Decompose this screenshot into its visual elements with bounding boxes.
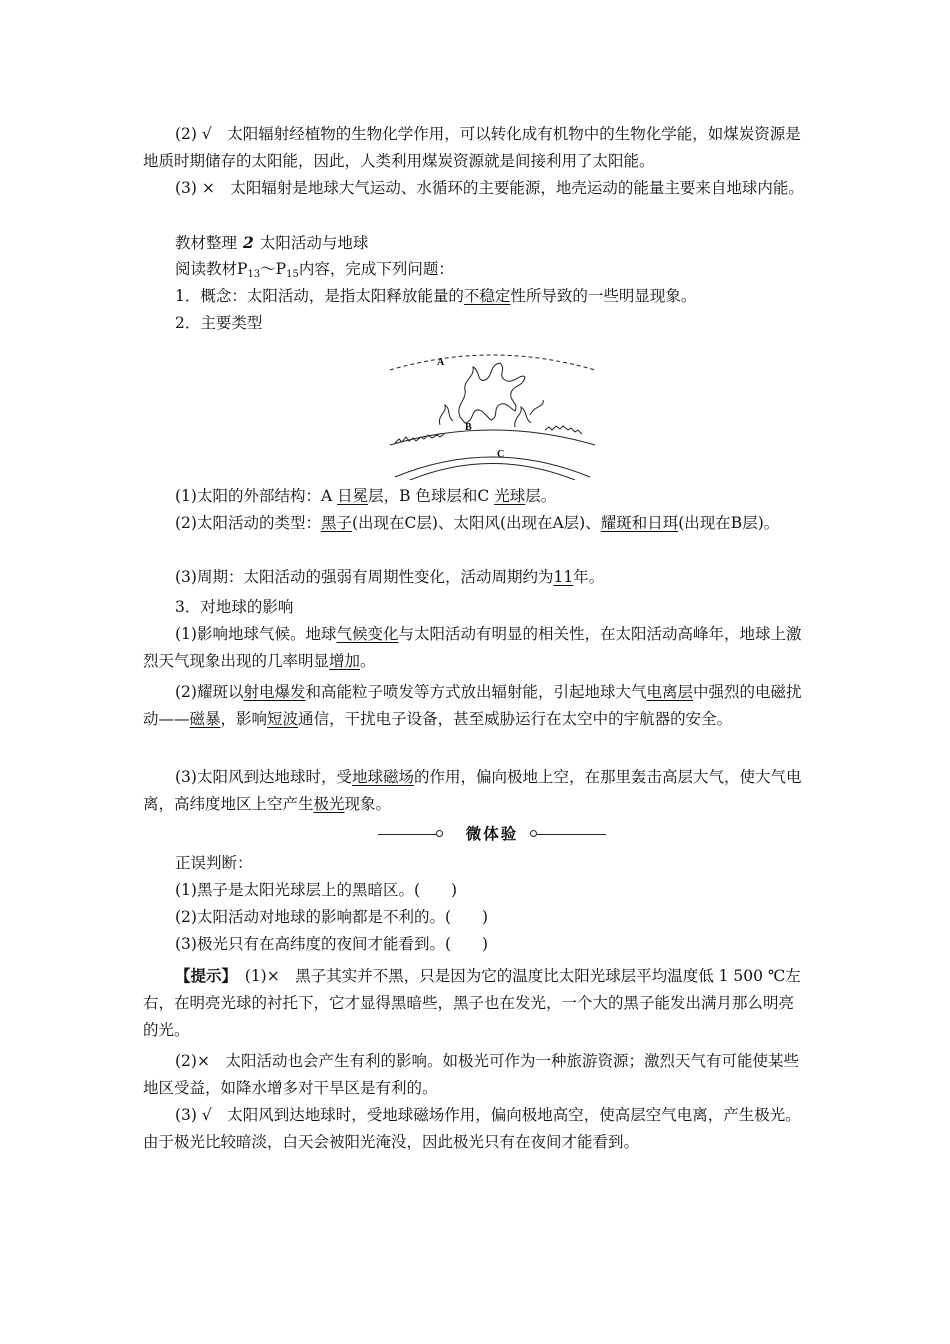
influence-1-text-b: 与太阳活动有明显的相关性，在太阳活动高峰年，地球上激烈天气现象出现的几率明显 [143, 625, 802, 670]
hint-1-text: (1)× 黑子其实并不黑，只是因为它的温度比太阳光球层平均温度低 1 500 ℃左右，在明亮光球的衬托下，它才显得黑暗些，黑子也在发光，一个大的黑子能发出满月那么明亮的光。 [143, 967, 801, 1039]
influence-3-paragraph [143, 764, 809, 818]
reading-text-c: 内容，完成下列问题： [298, 260, 454, 278]
answer-3-text: (3) × 太阳辐射是地球大气运动、水循环的主要能源，地壳运动的能量主要来自地球内能。 [175, 179, 804, 197]
influence-2-answer-shortwave: 短波 [267, 710, 299, 728]
type-1-text-a: (1)太阳的外部结构：A [175, 487, 338, 505]
influence-2-answer-radio: 射电爆发 [243, 683, 306, 701]
hint-2-text: (2)× 太阳活动也会产生有利的影响。如极光可作为一种旅游资源；激烈天气有可能使某些地区受益，如降水增多对干旱区是有利的。 [143, 1052, 799, 1097]
type-1-text-b: 层，B 色球层和C [368, 487, 495, 505]
reading-text-b: ～P [260, 260, 287, 278]
label-c: C [497, 449, 505, 460]
photosphere-arc-inner [410, 464, 575, 481]
type-1-paragraph [143, 483, 809, 510]
influence-3-text-b: 的作用，偏向极地上空，在那里轰击高层大气，使大气电离，高纬度地区上空产生 [143, 768, 802, 813]
label-b: B [465, 422, 472, 433]
concept-text-a: 1．概念：太阳活动，是指太阳释放能量的 [175, 287, 464, 305]
quiz-intro [143, 850, 809, 877]
type-3-paragraph [143, 564, 809, 591]
concept-answer: 不稳定 [463, 287, 511, 305]
type-1-text-c: 层。 [525, 487, 557, 505]
influence-2-paragraph [143, 679, 809, 733]
answer-3-paragraph [143, 175, 809, 202]
influence-2-text-a: (2)耀斑以 [175, 683, 244, 701]
answer-2-paragraph [143, 121, 809, 175]
quiz-item-2-text: (2)太阳活动对地球的影响都是不利的。( ) [175, 908, 489, 926]
type-2-answer-sunspot: 黑子 [320, 514, 352, 532]
influence-3-text-c: 现象。 [344, 795, 392, 813]
quiz-item-3 [143, 931, 809, 958]
heading-number: 2 [243, 233, 254, 252]
influence-1-text-a: (1)影响地球气候。地球 [175, 625, 337, 643]
influence-1-answer-increase: 增加 [329, 652, 361, 670]
influence-2-answer-ionosphere: 电离层 [646, 683, 694, 701]
reading-text-a: 阅读教材P [175, 260, 248, 278]
hint-2-paragraph [143, 1048, 809, 1102]
chromosphere-spicules [395, 426, 582, 443]
concept-paragraph [143, 283, 809, 310]
type-3-text-a: (3)周期：太阳活动的强弱有周期性变化，活动周期约为 [175, 568, 554, 586]
prominence-shape [459, 363, 525, 423]
influence-2-text-c: 中强烈的电磁扰动—— [143, 683, 802, 728]
type-3-answer-period: 11 [553, 568, 574, 586]
type-2-text-b: (出现在C层)、太阳风(出现在A层)、 [351, 514, 601, 532]
type-2-text-c: (出现在B层)。 [678, 514, 780, 532]
influence-title [143, 594, 809, 621]
heading-title: 太阳活动与地球 [259, 234, 369, 252]
type-2-paragraph [143, 510, 809, 537]
type-3-text-b: 年。 [573, 568, 605, 586]
photosphere-arc-outer [395, 457, 590, 477]
influence-1-paragraph [143, 621, 809, 675]
hint-3-text: (3) √ 太阳风到达地球时，受地球磁场作用，偏向极地高空，使高层空气电离，产生极光。由于极光比较暗淡，白天会被阳光淹没，因此极光只有在夜间才能看到。 [143, 1106, 801, 1151]
influence-2-text-e: 通信，干扰电子设备，甚至威胁运行在太空中的宇航器的安全。 [298, 710, 733, 728]
divider-title: 微体验 [465, 824, 519, 843]
divider-dot-right [530, 830, 537, 837]
divider-dot-left [436, 830, 443, 837]
concept-text-b: 性所导致的一些明显现象。 [510, 287, 697, 305]
influence-1-text-c: 。 [360, 652, 376, 670]
reading-page-end: 15 [286, 269, 299, 280]
sun-structure-figure [385, 345, 600, 480]
heading-prefix: 教材整理 [175, 234, 238, 252]
influence-3-text-a: (3)太阳风到达地球时，受 [175, 768, 352, 786]
section-divider [378, 823, 606, 845]
label-a: A [437, 357, 445, 368]
influence-3-answer-aurora: 极光 [313, 795, 345, 813]
hint-1-paragraph [143, 962, 809, 1044]
type-2-text-a: (2)太阳活动的类型： [175, 514, 321, 532]
influence-1-answer-climate: 气候变化 [336, 625, 399, 643]
type-1-answer-photosphere: 光球 [494, 487, 526, 505]
influence-2-text-d: ，影响 [220, 710, 268, 728]
types-title [143, 310, 809, 337]
answer-2-text: (2) √ 太阳辐射经植物的生物化学作用，可以转化成有机物中的生物化学能，如煤炭资源是地质时期储存的太阳能，因此，人类利用煤炭资源就是间接利用了太阳能。 [143, 125, 801, 170]
divider-line-right [537, 834, 606, 835]
influence-2-text-b: 和高能粒子喷发等方式放出辐射能，引起地球大气 [305, 683, 647, 701]
influence-3-answer-magnetic: 地球磁场 [351, 768, 414, 786]
divider-line-left [378, 834, 436, 835]
hint-label: 【提示】 [175, 966, 230, 985]
quiz-item-1-text: (1)黑子是太阳光球层上的黑暗区。( ) [175, 881, 458, 899]
type-1-answer-corona: 日冕 [337, 487, 369, 505]
types-title-text: 2．主要类型 [175, 314, 263, 332]
quiz-item-1 [143, 877, 809, 904]
quiz-item-3-text: (3)极光只有在高纬度的夜间才能看到。( ) [175, 935, 489, 953]
quiz-intro-text: 正误判断： [175, 854, 253, 872]
prominence-wisps [439, 400, 543, 427]
influence-title-text: 3．对地球的影响 [175, 598, 294, 616]
type-2-answer-flare: 耀斑和日珥 [600, 514, 679, 532]
influence-2-answer-storm: 磁暴 [189, 710, 221, 728]
hint-3-paragraph [143, 1102, 809, 1156]
section-heading [143, 229, 809, 257]
reading-page-start: 13 [247, 269, 261, 280]
quiz-item-2 [143, 904, 809, 931]
